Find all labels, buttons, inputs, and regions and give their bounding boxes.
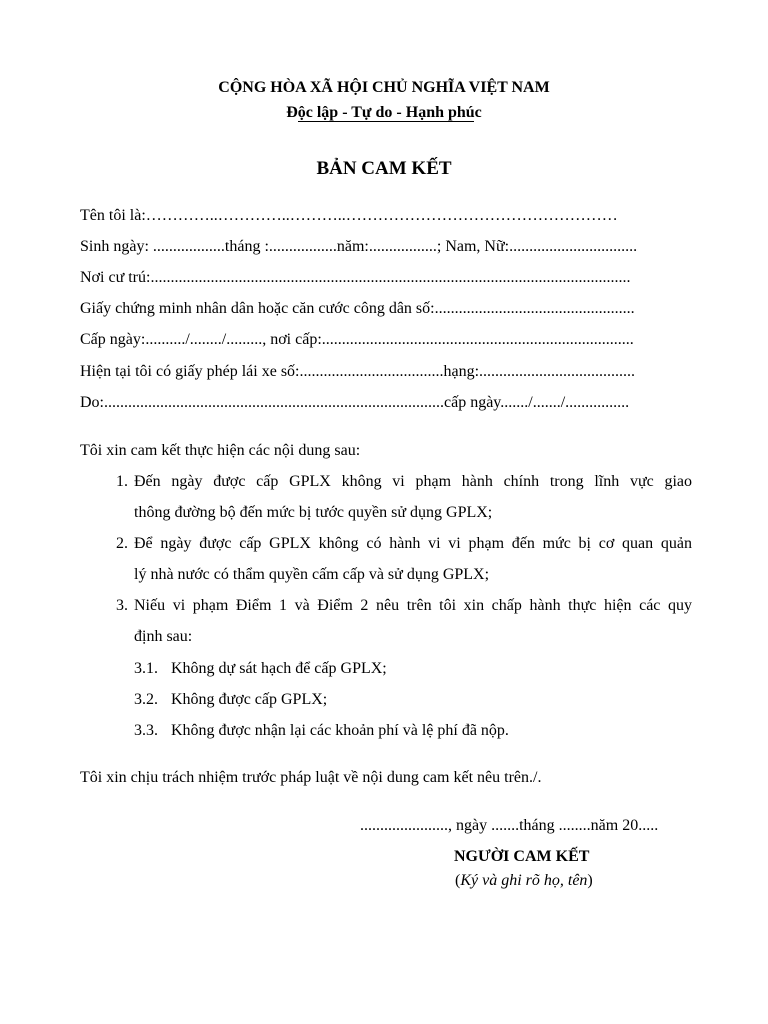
document-title: BẢN CAM KẾT [316, 158, 452, 179]
signature-note-text: Ký và ghi rõ họ, tên [460, 872, 588, 889]
signature-note-open: ( [455, 872, 461, 889]
name-field [80, 206, 692, 226]
name-field-text: Tên tôi là:…………..…………..………..…………………………………………… [80, 207, 618, 224]
commit-intro: Tôi xin cam kết thực hiện các nội dung sau: [80, 442, 361, 459]
subitem-3-2-text: Không được cấp GPLX; [171, 691, 328, 708]
item-2-line1: Để ngày được cấp GPLX không có hành vi vi phạm đến mức bị cơ quan quản [134, 535, 692, 552]
signature-note-close: ) [587, 872, 593, 889]
subitem-3-3-number: 3.3. [134, 722, 158, 739]
motto: Độc lập - Tự do - Hạnh phúc [286, 104, 482, 121]
birth-field [80, 237, 692, 257]
motto-underline [298, 121, 474, 122]
residence-field-text: Nơi cư trú:........................................................................................................................ [80, 269, 631, 286]
item-1-line2: thông đường bộ đến mức bị tước quyền sử dụng GPLX; [134, 504, 493, 521]
date-line: ......................, ngày .......tháng ........năm 20..... [360, 817, 659, 834]
item-1-line1: Đến ngày được cấp GPLX không vi phạm hành chính trong lĩnh vực giao [134, 473, 692, 490]
id-number-field [80, 299, 692, 319]
signer-title: NGƯỜI CAM KẾT [454, 848, 590, 865]
issued-by-field [80, 393, 692, 413]
item-2-line2: lý nhà nước có thẩm quyền cấm cấp và sử dụng GPLX; [134, 566, 490, 583]
id-number-field-text: Giấy chứng minh nhân dân hoặc căn cước công dân số:.................................................. [80, 300, 635, 317]
subitem-3-3-text: Không được nhận lại các khoản phí và lệ phí đã nộp. [171, 722, 509, 739]
subitem-3-1-number: 3.1. [134, 660, 158, 677]
license-field [80, 362, 692, 382]
item-1-number: 1. [116, 473, 128, 490]
license-field-text: Hiện tại tôi có giấy phép lái xe số:....................................hạng:....................................... [80, 363, 636, 380]
issued-field [80, 330, 692, 350]
residence-field [80, 268, 692, 288]
responsibility-statement: Tôi xin chịu trách nhiệm trước pháp luật về nội dung cam kết nêu trên./. [80, 769, 542, 786]
country-header: CỘNG HÒA XÃ HỘI CHỦ NGHĨA VIỆT NAM [218, 79, 550, 96]
item-3-number: 3. [116, 597, 128, 614]
subitem-3-1-text: Không dự sát hạch để cấp GPLX; [171, 660, 387, 677]
issued-field-text: Cấp ngày:........../......../........., nơi cấp:.............................................................................. [80, 331, 634, 348]
item-3-line1: Niếu vi phạm Điểm 1 và Điểm 2 nêu trên tôi xin chấp hành thực hiện các quy [134, 597, 692, 614]
item-2-number: 2. [116, 535, 128, 552]
item-3-line2: định sau: [134, 628, 193, 645]
issued-by-field-text: Do:.....................................................................................cấp ngày......./......./................ [80, 394, 630, 411]
signature-note [455, 871, 593, 891]
subitem-3-2-number: 3.2. [134, 691, 158, 708]
birth-field-text: Sinh ngày: ..................tháng :.................năm:.................; Nam, Nữ:................................ [80, 238, 638, 255]
